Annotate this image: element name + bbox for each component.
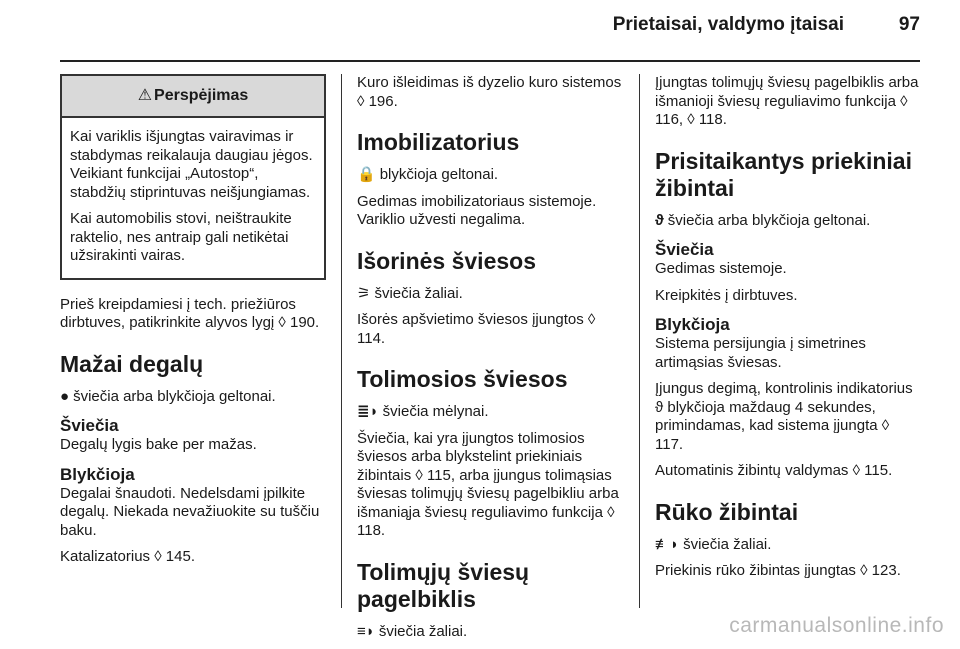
section-heading: Mažai degalų xyxy=(60,350,204,377)
warning-header xyxy=(62,76,324,118)
section-heading: Išorinės šviesos xyxy=(357,247,536,274)
paragraph: Prieš kreipdamiesi į tech. priežiūros dirbtuves, patikrinkite alyvos lygį ◊ 190. xyxy=(60,295,320,331)
watermark: carmanualsonline.info xyxy=(729,614,944,637)
column-divider xyxy=(639,74,640,608)
high-beam-icon: ≣◗ xyxy=(357,403,379,420)
warning-box xyxy=(60,74,326,280)
warning-icon: ⚠ xyxy=(137,86,153,104)
page-number: 97 xyxy=(898,14,920,35)
section-heading: Tolimosios šviesos xyxy=(357,366,568,392)
subheading: Blykčioja xyxy=(60,464,135,484)
header-divider xyxy=(60,60,920,62)
warning-text: Kai variklis išjungtas vairavimas ir stabdymas reikalauja daugiau jėgos. Veikiant funkcijai „Autostop“, stabdžių stiprintuvas neišjungiamas. xyxy=(70,128,313,201)
exterior-lights-icon: ⚞ xyxy=(357,284,371,302)
indicator-line: 🔒 blykčioja geltonai. xyxy=(357,166,499,183)
paragraph: Katalizatorius ◊ 145. xyxy=(60,548,195,565)
section-heading: Imobilizatorius xyxy=(357,129,520,155)
warning-text: Kai automobilis stovi, neištraukite raktelio, nes antraip gali netikėtai užsirakinti vairas. xyxy=(70,210,292,264)
section-heading: Tolimųjų šviesų pagelbiklis xyxy=(357,558,530,612)
high-beam-assist-icon: ≡◗ xyxy=(357,622,375,640)
column-3 xyxy=(655,74,920,589)
fuel-icon: ● xyxy=(60,387,70,405)
paragraph: Įjungtas tolimųjų šviesų pagelbiklis arba išmanioji šviesų reguliavimo funkcija ◊ 116, ◊ 118. xyxy=(655,74,919,128)
paragraph: Kreipkitės į dirbtuves. xyxy=(655,286,798,304)
indicator-line: ● šviečia arba blykčioja geltonai. xyxy=(60,387,276,405)
warning-title: Perspėjimas xyxy=(154,86,249,104)
paragraph: Sistema persijungia į simetrines artimąsias šviesas. xyxy=(655,335,866,371)
paragraph: Gedimas imobilizatoriaus sistemoje. Variklio užvesti negalima. xyxy=(357,192,597,228)
column-2 xyxy=(357,74,625,649)
paragraph: Įjungus degimą, kontrolinis indikatorius ϑ blykčioja maždaug 4 sekundes, primindamas, kad sistema įjungta ◊ 117. xyxy=(655,380,913,453)
paragraph: Automatinis žibintų valdymas ◊ 115. xyxy=(655,462,893,479)
immobilizer-icon: 🔒 xyxy=(357,166,376,183)
subheading: Blykčioja xyxy=(655,315,730,334)
subheading: Šviečia xyxy=(655,240,714,259)
paragraph: Degalų lygis bake per mažas. xyxy=(60,436,257,453)
indicator-line: ⚞ šviečia žaliai. xyxy=(357,284,463,302)
column-1 xyxy=(60,74,326,575)
indicator-line: ≡◗ šviečia žaliai. xyxy=(357,622,468,640)
indicator-line: ≢◗ šviečia žaliai. xyxy=(655,535,772,553)
paragraph: Šviečia, kai yra įjungtos tolimosios šviesos arba blykstelint priekiniais žibintais ◊ 115, arba įjungus tolimąsias šviesas tolimųjų šviesų pagelbikliu arba išmaniąja šviesų reguliavimo funkcija ◊ 118. xyxy=(357,429,619,539)
paragraph: Priekinis rūko žibintas įjungtas ◊ 123. xyxy=(655,562,901,579)
section-heading: Prisitaikantys priekiniai žibintai xyxy=(655,147,912,201)
paragraph: Kuro išleidimas iš dyzelio kuro sistemos ◊ 196. xyxy=(357,74,622,110)
paragraph: Gedimas sistemoje. xyxy=(655,260,787,277)
subheading: Šviečia xyxy=(60,416,119,435)
fog-light-icon: ≢◗ xyxy=(655,535,680,553)
indicator-line: ϑ šviečia arba blykčioja geltonai. xyxy=(655,211,871,229)
paragraph: Degalai šnaudoti. Nedelsdami įpilkite degalų. Niekada nevažiuokite su tuščiu baku. xyxy=(60,484,320,539)
paragraph: Išorės apšvietimo šviesos įjungtos ◊ 114. xyxy=(357,311,596,347)
page-title: Prietaisai, valdymo įtaisai xyxy=(612,14,844,35)
adaptive-lighting-icon: ϑ xyxy=(655,211,664,229)
section-heading: Rūko žibintai xyxy=(655,498,799,525)
column-divider xyxy=(341,74,342,608)
indicator-line: ≣◗ šviečia mėlynai. xyxy=(357,403,489,420)
